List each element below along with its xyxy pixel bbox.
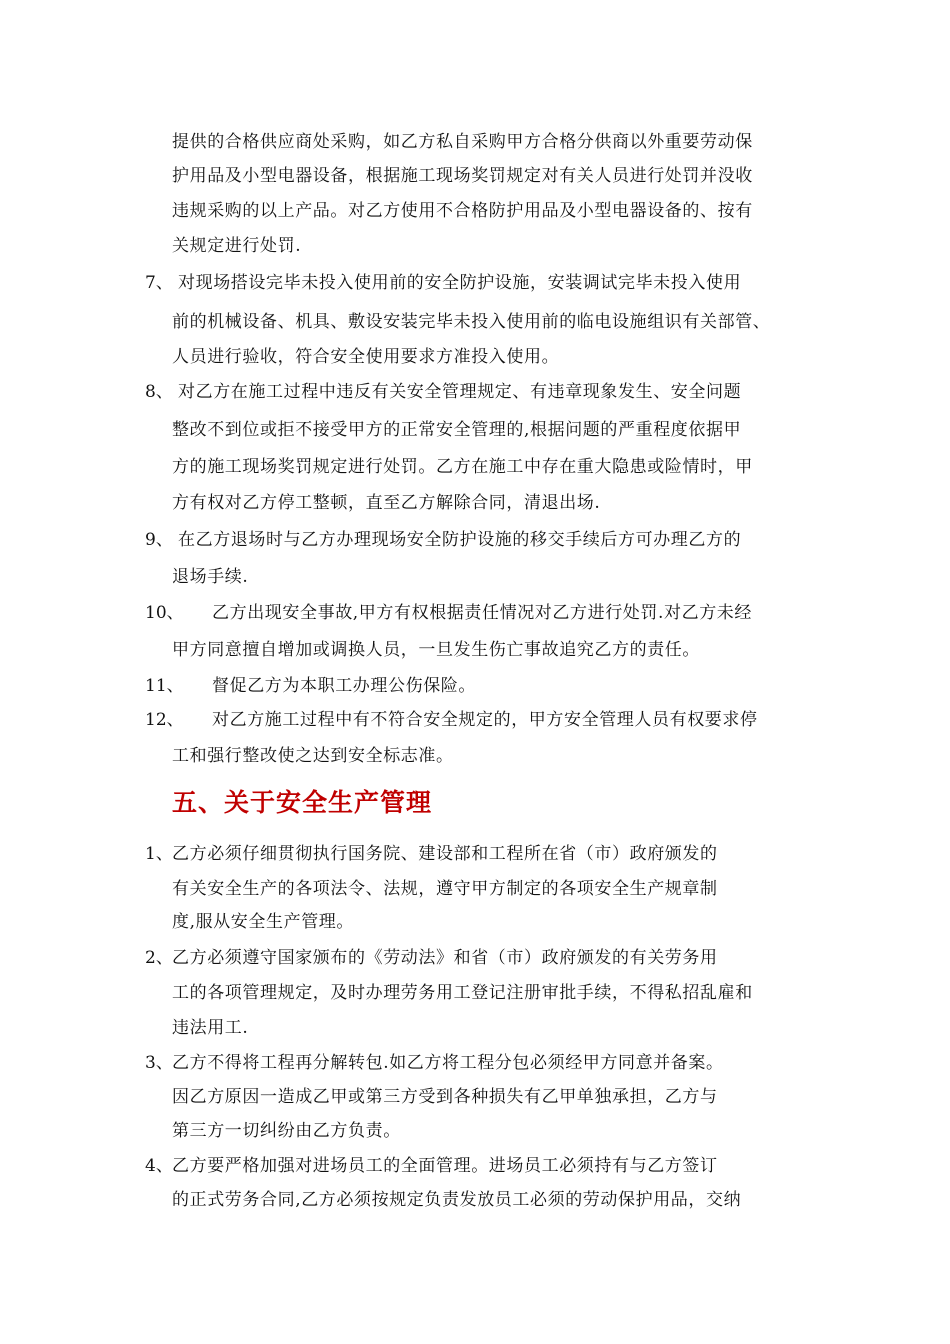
paragraph-line: 第三方一切纠纷由乙方负责。	[172, 1121, 401, 1141]
paragraph-line: 有关安全生产的各项法令、法规，遵守甲方制定的各项安全生产规章制	[172, 879, 718, 899]
paragraph-line: 方有权对乙方停工整顿，直至乙方解除合同，清退出场.	[172, 493, 601, 513]
item-number: 8、	[145, 382, 173, 402]
paragraph-line: 对乙方施工过程中有不符合安全规定的，甲方安全管理人员有权要求停	[212, 710, 758, 730]
paragraph-line: 因乙方原因一造成乙甲或第三方受到各种损失有乙甲单独承担，乙方与	[172, 1087, 718, 1107]
paragraph-line: 乙方不得将工程再分解转包.如乙方将工程分包必须经甲方同意并备案。	[172, 1053, 724, 1073]
item-number: 12、	[145, 710, 184, 730]
paragraph-line: 乙方必须仔细贯彻执行国务院、建设部和工程所在省（市）政府颁发的	[172, 844, 718, 864]
paragraph-line: 违规采购的以上产品。对乙方使用不合格防护用品及小型电器设备的、按有	[172, 201, 753, 221]
paragraph-line: 护用品及小型电器设备，根据施工现场奖罚规定对有关人员进行处罚并没收	[172, 166, 753, 186]
paragraph-line: 工和强行整改使之达到安全标志准。	[172, 746, 454, 766]
paragraph-line: 工的各项管理规定，及时办理劳务用工登记注册审批手续，不得私招乱雇和	[172, 983, 753, 1003]
section-heading: 五、关于安全生产管理	[172, 788, 433, 817]
item-number: 2、	[145, 948, 173, 968]
paragraph-line: 乙方出现安全事故,甲方有权根据责任情况对乙方进行处罚.对乙方未经	[212, 603, 753, 623]
item-number: 1、	[145, 844, 173, 864]
item-number: 7、	[145, 273, 173, 293]
item-number: 11、	[145, 676, 184, 696]
item-number: 10、	[145, 603, 184, 623]
paragraph-line: 退场手续.	[172, 567, 249, 587]
paragraph-line: 在乙方退场时与乙方办理现场安全防护设施的移交手续后方可办理乙方的	[178, 530, 742, 550]
paragraph-line: 前的机械设备、机具、敷设安装完毕未投入使用前的临电设施组识有关部管、	[172, 312, 771, 332]
paragraph-line: 提供的合格供应商处采购，如乙方私自采购甲方合格分供商以外重要劳动保	[172, 132, 753, 152]
item-number: 9、	[145, 530, 173, 550]
paragraph-line: 度,服从安全生产管理。	[172, 912, 355, 932]
paragraph-line: 乙方要严格加强对进场员工的全面管理。进场员工必须持有与乙方签订	[172, 1156, 718, 1176]
item-number: 4、	[145, 1156, 173, 1176]
paragraph-line: 的正式劳务合同,乙方必须按规定负责发放员工必须的劳动保护用品，交纳	[172, 1190, 742, 1210]
paragraph-line: 督促乙方为本职工办理公伤保险。	[212, 676, 476, 696]
paragraph-line: 对乙方在施工过程中违反有关安全管理规定、有违章现象发生、安全问题	[178, 382, 742, 402]
paragraph-line: 关规定进行处罚.	[172, 236, 302, 256]
paragraph-line: 方的施工现场奖罚规定进行处罚。乙方在施工中存在重大隐患或险情时，甲	[172, 457, 753, 477]
paragraph-line: 整改不到位或拒不接受甲方的正常安全管理的,根据问题的严重程度依据甲	[172, 420, 742, 440]
paragraph-line: 违法用工.	[172, 1018, 249, 1038]
paragraph-line: 甲方同意擅自增加或调换人员，一旦发生伤亡事故追究乙方的责任。	[172, 640, 700, 660]
item-number: 3、	[145, 1053, 173, 1073]
paragraph-line: 对现场搭设完毕未投入使用前的安全防护设施，安装调试完毕未投入使用	[178, 273, 742, 293]
paragraph-line: 人员进行验收，符合安全使用要求方准投入使用。	[172, 347, 560, 367]
paragraph-line: 乙方必须遵守国家颁布的《劳动法》和省（市）政府颁发的有关劳务用	[172, 948, 718, 968]
